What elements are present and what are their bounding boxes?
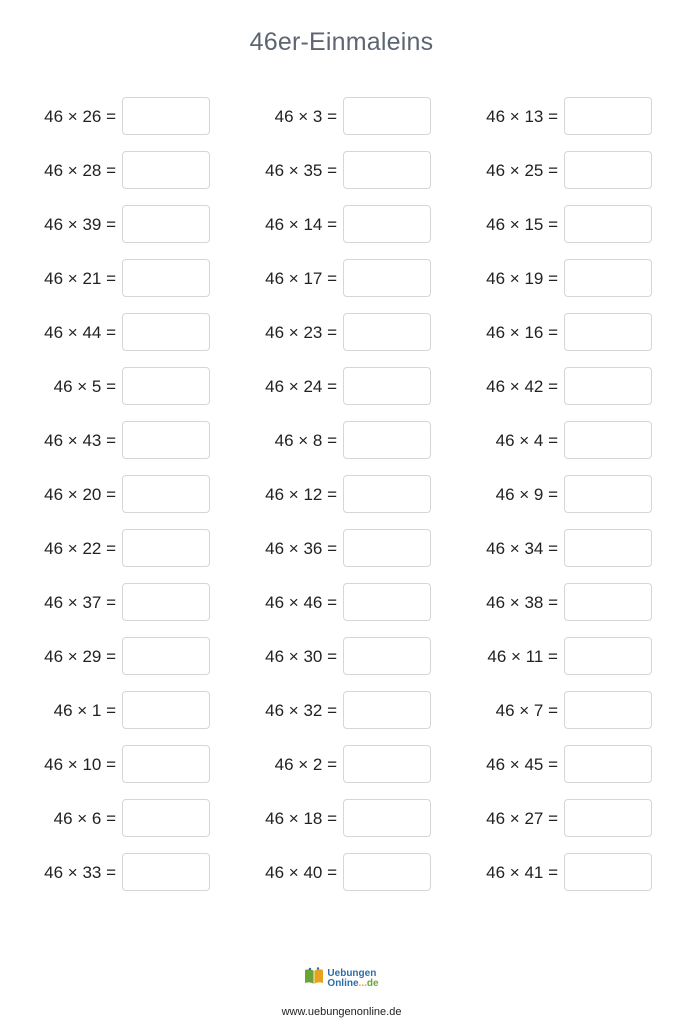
logo-line2	[327, 979, 378, 989]
exercise-task: 46 × 16 =	[486, 323, 558, 342]
exercise-task: 46 × 41 =	[486, 863, 558, 882]
exercise-item	[0, 853, 683, 893]
exercise-row	[0, 367, 683, 407]
exercise-task: 46 × 15 =	[486, 215, 558, 234]
exercise-task: 46 × 6 =	[53, 809, 116, 828]
exercise-item	[0, 421, 683, 461]
exercise-task: 46 × 37 =	[44, 593, 116, 612]
exercise-task: 46 × 24 =	[265, 377, 337, 396]
exercise-task: 46 × 38 =	[486, 593, 558, 612]
exercise-item	[0, 367, 683, 407]
answer-input[interactable]	[564, 475, 652, 513]
answer-input[interactable]	[564, 691, 652, 729]
uebungenonline-logo	[304, 967, 378, 990]
logo-line1: Uebungen	[327, 967, 377, 979]
logo-dots: ...	[358, 977, 367, 989]
footer-url: www.uebungenonline.de	[281, 1006, 402, 1018]
exercise-row	[0, 745, 683, 785]
exercise-task: 46 × 2 =	[274, 755, 337, 774]
exercise-row	[0, 313, 683, 353]
exercise-item	[0, 151, 683, 191]
exercise-task: 46 × 11 =	[487, 647, 558, 666]
exercise-task: 46 × 33 =	[44, 863, 116, 882]
exercise-row	[0, 205, 683, 245]
exercise-row	[0, 151, 683, 191]
answer-input[interactable]	[564, 367, 652, 405]
exercise-task: 46 × 34 =	[486, 539, 558, 558]
exercise-task: 46 × 30 =	[265, 647, 337, 666]
exercise-task: 46 × 18 =	[265, 809, 337, 828]
answer-input[interactable]	[564, 259, 652, 297]
exercise-item	[0, 259, 683, 299]
logo-text	[327, 969, 378, 989]
exercise-task: 46 × 27 =	[486, 809, 558, 828]
exercise-item	[0, 205, 683, 245]
answer-input[interactable]	[564, 151, 652, 189]
exercise-task: 46 × 23 =	[265, 323, 337, 342]
exercise-task: 46 × 21 =	[44, 269, 116, 288]
exercise-task: 46 × 14 =	[265, 215, 337, 234]
answer-input[interactable]	[564, 313, 652, 351]
exercise-task: 46 × 19 =	[486, 269, 558, 288]
exercise-row	[0, 691, 683, 731]
exercise-task: 46 × 40 =	[265, 863, 337, 882]
exercise-task: 46 × 26 =	[44, 107, 116, 126]
exercise-task: 46 × 7 =	[495, 701, 558, 720]
exercise-task: 46 × 32 =	[265, 701, 337, 720]
exercise-row	[0, 583, 683, 623]
answer-input[interactable]	[564, 583, 652, 621]
exercise-row	[0, 259, 683, 299]
exercise-task: 46 × 45 =	[486, 755, 558, 774]
exercise-item	[0, 97, 683, 137]
exercise-task: 46 × 3 =	[274, 107, 337, 126]
exercise-task: 46 × 9 =	[495, 485, 558, 504]
logo-tld: de	[366, 977, 379, 989]
exercise-task: 46 × 13 =	[486, 107, 558, 126]
exercise-row	[0, 853, 683, 893]
exercise-task: 46 × 10 =	[44, 755, 116, 774]
page-title: 46er-Einmaleins	[249, 28, 434, 56]
exercise-task: 46 × 46 =	[265, 593, 337, 612]
answer-input[interactable]	[564, 799, 652, 837]
answer-input[interactable]	[564, 529, 652, 567]
exercise-row	[0, 529, 683, 569]
exercise-row	[0, 637, 683, 677]
exercise-task: 46 × 17 =	[265, 269, 337, 288]
exercise-task: 46 × 1 =	[53, 701, 116, 720]
answer-input[interactable]	[564, 637, 652, 675]
exercise-item	[0, 799, 683, 839]
exercise-item	[0, 529, 683, 569]
exercise-row	[0, 475, 683, 515]
exercise-row	[0, 421, 683, 461]
exercise-task: 46 × 43 =	[44, 431, 116, 450]
exercise-item	[0, 475, 683, 515]
exercise-task: 46 × 22 =	[44, 539, 116, 558]
exercise-task: 46 × 20 =	[44, 485, 116, 504]
exercise-task: 46 × 35 =	[265, 161, 337, 180]
exercise-item	[0, 745, 683, 785]
exercise-row	[0, 97, 683, 137]
exercise-item	[0, 583, 683, 623]
exercise-task: 46 × 42 =	[486, 377, 558, 396]
exercise-task: 46 × 28 =	[44, 161, 116, 180]
exercise-row	[0, 799, 683, 839]
exercise-task: 46 × 8 =	[274, 431, 337, 450]
answer-input[interactable]	[564, 421, 652, 459]
exercise-task: 46 × 25 =	[486, 161, 558, 180]
answer-input[interactable]	[564, 205, 652, 243]
exercise-task: 46 × 36 =	[265, 539, 337, 558]
exercise-item	[0, 691, 683, 731]
exercise-task: 46 × 29 =	[44, 647, 116, 666]
answer-input[interactable]	[564, 97, 652, 135]
answer-input[interactable]	[564, 745, 652, 783]
exercise-task: 46 × 5 =	[53, 377, 116, 396]
exercise-item	[0, 313, 683, 353]
exercise-task: 46 × 12 =	[265, 485, 337, 504]
open-book-icon	[304, 967, 324, 990]
exercise-item	[0, 637, 683, 677]
exercise-task: 46 × 4 =	[495, 431, 558, 450]
exercise-task: 46 × 39 =	[44, 215, 116, 234]
exercise-task: 46 × 44 =	[44, 323, 116, 342]
logo-line2-word: Online	[327, 977, 359, 989]
answer-input[interactable]	[564, 853, 652, 891]
footer-logo	[0, 967, 683, 990]
